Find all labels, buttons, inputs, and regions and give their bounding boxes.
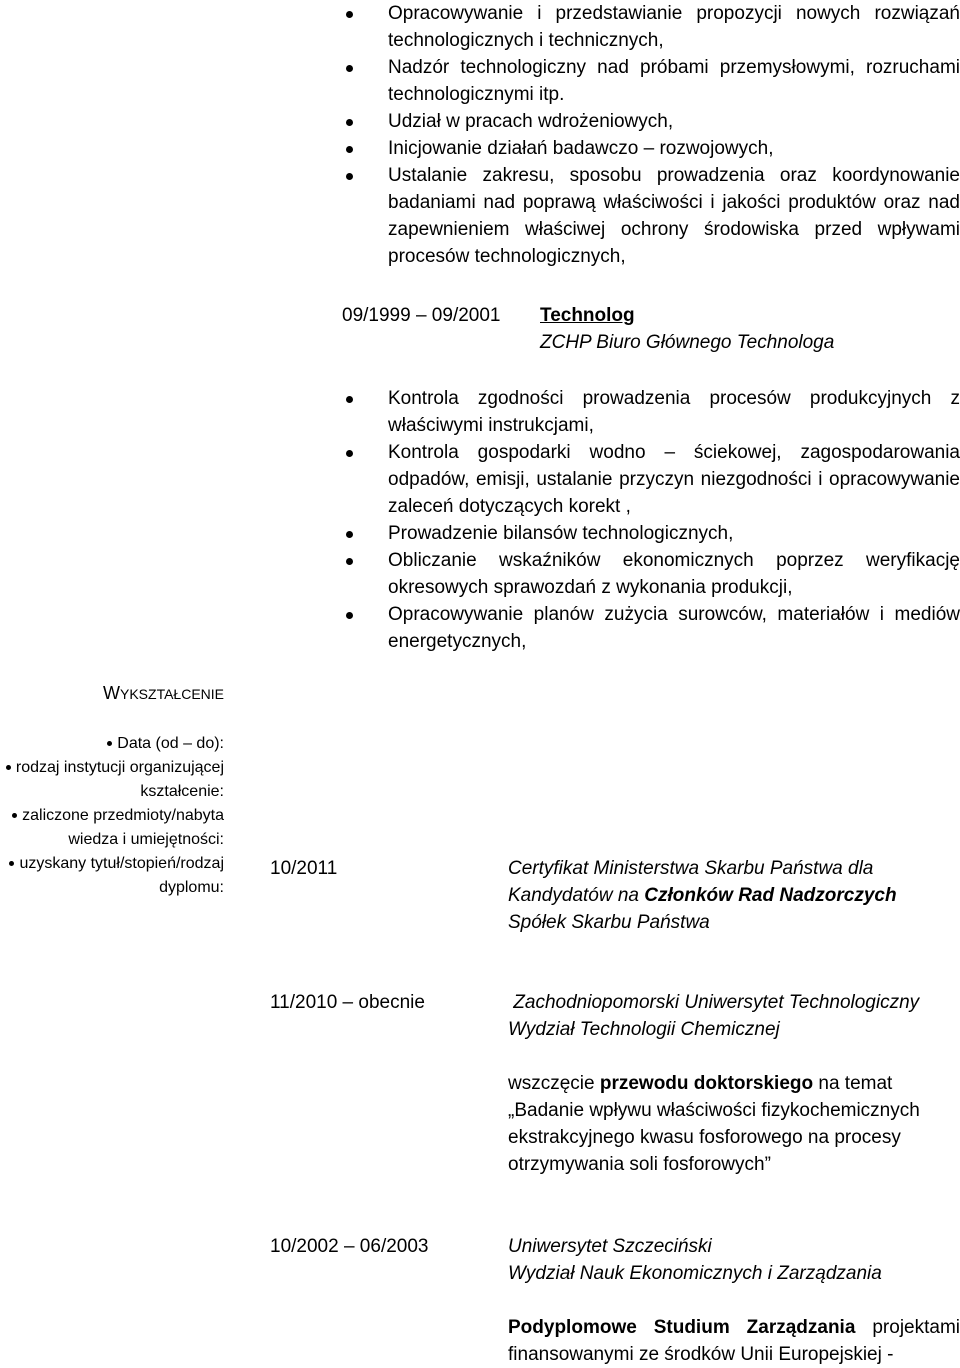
bullet-icon bbox=[346, 558, 353, 565]
duty-item: Inicjowanie działań badawczo – rozwojowych, bbox=[340, 135, 960, 162]
education-description: wszczęcie przewodu doktorskiego na temat „Badanie wpływu właściwości fizykochemicznych ekstrakcyjnego kwasu fosforowego na procesy otrzymywania soli fosforowych” bbox=[508, 1073, 920, 1175]
bullet-icon bbox=[346, 65, 353, 72]
bullet-icon bbox=[346, 173, 353, 180]
education-entry: Zachodniopomorski Uniwersytet Technologiczny Wydział Technologii Chemicznej bbox=[508, 992, 920, 1040]
bullet-icon bbox=[346, 396, 353, 403]
bullet-icon bbox=[346, 450, 353, 457]
bullet-icon bbox=[346, 531, 353, 538]
duty-item: Ustalanie zakresu, sposobu prowadzenia oraz koordynowanie badaniami nad poprawą właściwości i jakości produktów oraz nad zapewnieniem właściwej ochrony środowiska przed wpływami procesów technologicznych, bbox=[340, 162, 960, 270]
education-labels bbox=[0, 732, 224, 900]
label-degree: uzyskany tytuł/stopień/rodzaj dyplomu: bbox=[0, 852, 224, 900]
section-title-education: WYKSZTAŁCENIE bbox=[103, 683, 224, 703]
label-institution: rodzaj instytucji organizującej kształcenie: bbox=[0, 756, 224, 804]
duty-item: Kontrola zgodności prowadzenia procesów produkcyjnych z właściwymi instrukcjami, bbox=[340, 385, 960, 439]
label-subjects: zaliczone przedmioty/nabyta wiedza i umiejętności: bbox=[0, 804, 224, 852]
duty-item: Nadzór technologiczny nad próbami przemysłowymi, rozruchami technologicznymi itp. bbox=[340, 54, 960, 108]
education-date: 10/2011 bbox=[270, 858, 338, 879]
education-date: 10/2002 – 06/2003 bbox=[270, 1236, 429, 1257]
bullet-icon bbox=[6, 765, 11, 770]
bullet-icon bbox=[346, 612, 353, 619]
bullet-icon bbox=[346, 11, 353, 18]
duty-item: Obliczanie wskaźników ekonomicznych poprzez weryfikację okresowych sprawozdań z wykonania produkcji, bbox=[340, 547, 960, 601]
bullet-icon bbox=[346, 119, 353, 126]
duty-item: Udział w pracach wdrożeniowych, bbox=[340, 108, 960, 135]
previous-job-duties bbox=[340, 0, 960, 270]
education-description: Podyplomowe Studium Zarządzania projektami finansowanymi ze środków Unii Europejskiej - bbox=[508, 1317, 960, 1365]
job-employer: ZCHP Biuro Głównego Technologa bbox=[540, 332, 835, 353]
duty-item: Kontrola gospodarki wodno – ściekowej, zagospodarowania odpadów, emisji, ustalanie przyczyn niezgodności i opracowywanie zaleceń dotyczących korekt , bbox=[340, 439, 960, 520]
label-date: Data (od – do): bbox=[0, 732, 224, 756]
job-title: Technolog bbox=[540, 305, 635, 326]
duty-item: Opracowywanie planów zużycia surowców, materiałów i mediów energetycznych, bbox=[340, 601, 960, 655]
education-entry: Certyfikat Ministerstwa Skarbu Państwa dla Kandydatów na Członków Rad Nadzorczych Spółek Skarbu Państwa bbox=[508, 858, 897, 933]
bullet-icon bbox=[12, 813, 17, 818]
duty-item: Opracowywanie i przedstawianie propozycji nowych rozwiązań technologicznych i technicznych, bbox=[340, 0, 960, 54]
bullet-icon bbox=[346, 146, 353, 153]
education-entry: Uniwersytet Szczeciński Wydział Nauk Ekonomicznych i Zarządzania bbox=[508, 1236, 882, 1284]
bullet-icon bbox=[9, 861, 14, 866]
job-dates: 09/1999 – 09/2001 bbox=[342, 305, 501, 326]
bullet-icon bbox=[107, 741, 112, 746]
job-duties bbox=[340, 385, 960, 655]
education-date: 11/2010 – obecnie bbox=[270, 992, 425, 1013]
duty-item: Prowadzenie bilansów technologicznych, bbox=[340, 520, 960, 547]
